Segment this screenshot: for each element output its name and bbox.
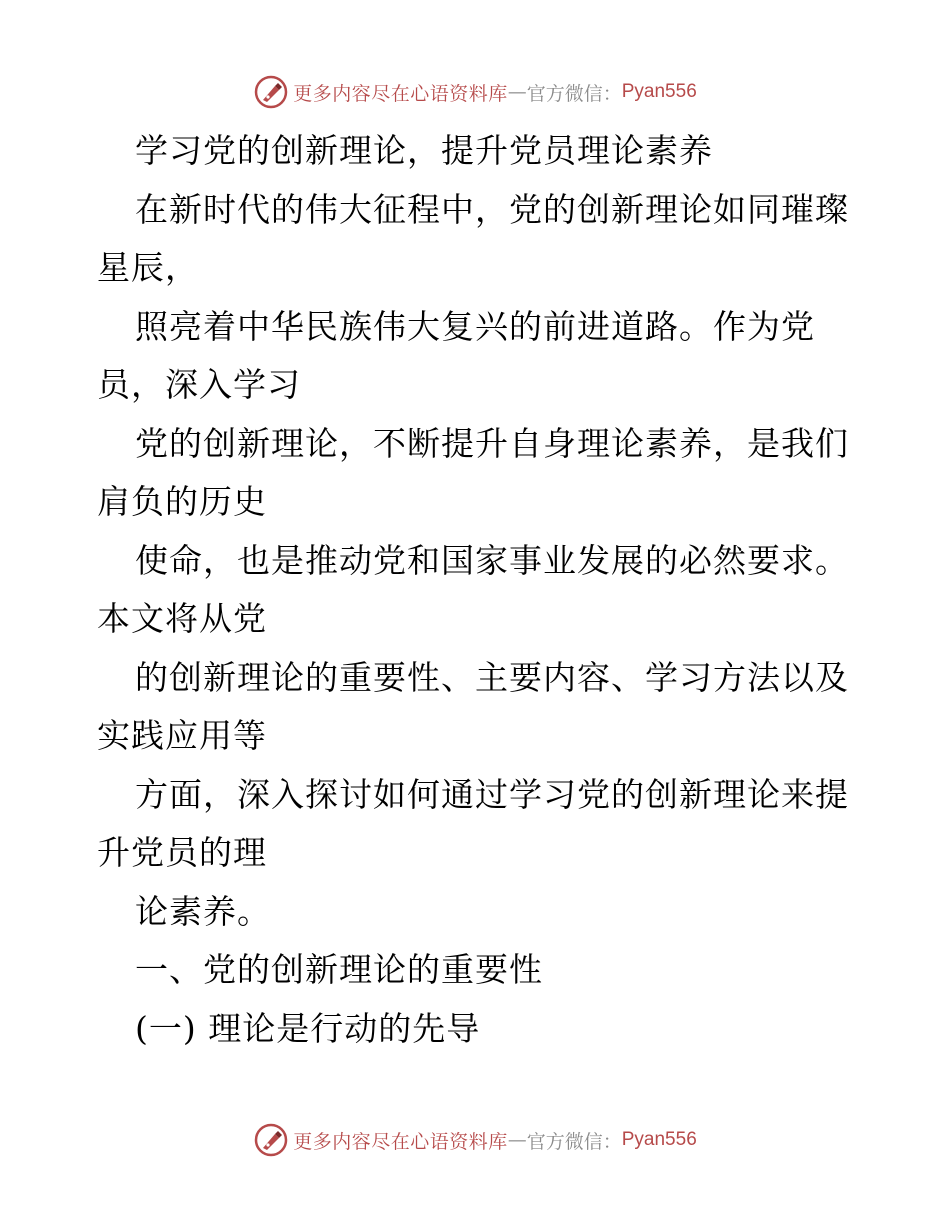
section-heading: 一、党的创新理论的重要性	[135, 950, 543, 989]
paragraph-line: 星辰，	[97, 248, 199, 287]
paragraph-line: 员，深入学习	[97, 365, 301, 404]
banner-separator: —	[507, 81, 527, 103]
banner-wechat-id: Pyan556	[621, 81, 697, 102]
pen-nib-logo-icon	[253, 74, 289, 110]
banner-text: 更多内容尽在心语资料库	[293, 82, 508, 105]
paragraph-line: 方面，深入探讨如何通过学习党的创新理论来提	[135, 774, 849, 814]
paragraph-line: 的创新理论的重要性、主要内容、学习方法以及	[135, 657, 849, 697]
paragraph-line: 照亮着中华民族伟大复兴的前进道路。作为党	[135, 306, 815, 346]
banner-separator: —	[507, 1129, 527, 1151]
paragraph-line: 在新时代的伟大征程中，党的创新理论如同璀璨	[135, 189, 849, 229]
banner-text: 更多内容尽在心语资料库	[293, 1130, 508, 1153]
paragraph-line: 论素养。	[135, 891, 271, 931]
subsection-heading: (一) 理论是行动的先导	[135, 1008, 481, 1048]
header-banner	[0, 72, 950, 112]
paragraph-line: 肩负的历史	[97, 482, 267, 521]
document-title: 学习党的创新理论，提升党员理论素养	[135, 131, 713, 170]
paragraph-line: 实践应用等	[97, 716, 267, 755]
pen-nib-logo-icon	[253, 1122, 289, 1158]
banner-wechat-label: 官方微信：	[526, 1130, 622, 1153]
paragraph-line: 升党员的理	[97, 833, 267, 872]
paragraph-line: 使命，也是推动党和国家事业发展的必然要求。	[135, 540, 849, 580]
footer-banner	[0, 1120, 950, 1160]
document-body	[97, 122, 857, 1058]
banner-wechat-label: 官方微信：	[526, 82, 622, 105]
paragraph-line: 本文将从党	[97, 599, 267, 638]
banner-wechat-id: Pyan556	[621, 1129, 697, 1150]
paragraph-line: 党的创新理论，不断提升自身理论素养，是我们	[135, 423, 849, 463]
